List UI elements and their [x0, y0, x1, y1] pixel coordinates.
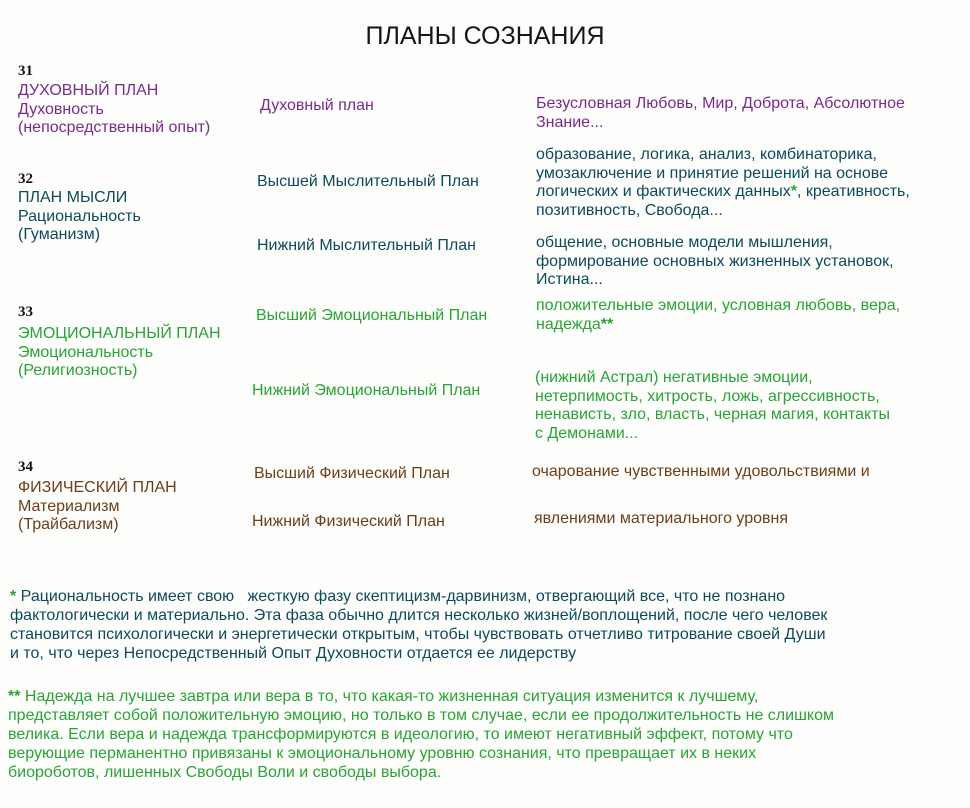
footnote-line: верующие перманентно привязаны к эмоциональному уровню сознания, что превращает их в неких [8, 745, 757, 762]
subplane-lower-physical: Нижний Физический План [252, 513, 445, 530]
desc-line: Знание... [536, 113, 604, 131]
subplane-higher-emotional: Высший Эмоциональный План [256, 307, 488, 324]
subplane-lower-mental: Нижний Мыслительный План [257, 237, 476, 254]
page-title: ПЛАНЫ СОЗНАНИЯ [365, 22, 605, 50]
subplane-lower-emotional: Нижний Эмоциональный План [252, 382, 481, 399]
section-block-physical [18, 479, 177, 535]
desc-line: позитивность, Свобода... [536, 201, 723, 219]
desc-line: (нижний Астрал) негативные эмоции, [535, 369, 813, 386]
section-block-mind [18, 189, 141, 245]
section-name: ЭМОЦИОНАЛЬНЫЙ ПЛАН [18, 325, 221, 342]
footnote-line: и то, что через Непосредственный Опыт Духовности отдается ее лидерству [10, 645, 577, 662]
footnote-marker: * [790, 183, 797, 200]
section-block-spiritual [18, 82, 210, 138]
footnote-rationality [10, 587, 827, 663]
section-note: (Гуманизм) [18, 226, 101, 243]
section-number-31: 31 [18, 63, 33, 79]
desc-line: образование, логика, анализ, комбинаторика, [536, 146, 877, 163]
subplane-desc-spiritual [536, 95, 905, 132]
subplane-desc-lower-emotional [535, 369, 890, 443]
section-name: ПЛАН МЫСЛИ [18, 189, 128, 206]
section-name: ФИЗИЧЕСКИЙ ПЛАН [18, 479, 177, 496]
desc-line: положительные эмоции, условная любовь, вера, [536, 297, 901, 314]
subplane-desc-higher-emotional [536, 297, 900, 334]
footnote-line: становится психологически и энергетически открытым, чтобы чувствовать отчетливо титрование своей Души [10, 626, 826, 643]
footnote-marker: * [10, 588, 17, 605]
desc-line: с Демонами... [535, 424, 639, 442]
section-note: (непосредственный опыт) [18, 119, 211, 136]
desc-line: умозаключение и принятие решений на основе [536, 164, 888, 182]
section-note: (Трайбализм) [18, 516, 119, 533]
footnote-line: фактологически и материально. Эта фаза обычно длится несколько жизней/воплощений, после чего человек [10, 607, 828, 624]
section-quality: Рациональность [18, 207, 141, 225]
subplane-desc-lower-mental [536, 234, 894, 290]
desc-line: надежда** [536, 315, 614, 333]
section-name: ДУХОВНЫЙ ПЛАН [18, 82, 159, 99]
subplane-higher-physical: Высший Физический План [254, 465, 450, 482]
section-number-33: 33 [18, 304, 33, 320]
section-number-34: 34 [18, 459, 33, 475]
section-block-emotional [18, 325, 221, 381]
footnote-hope [8, 687, 834, 782]
footnote-line: представляет собой положительную эмоцию, но только в том случае, если ее продолжительность не слишком [8, 707, 834, 724]
desc-line: Истина... [536, 271, 603, 288]
subplane-higher-mental: Высшей Мыслительный План [257, 173, 479, 190]
footnote-line: * Рациональность имеет свою жесткую фазу скептицизм-дарвинизм, отвергающий все, что не познано [10, 588, 786, 605]
footnote-line: ** Надежда на лучшее завтра или вера в то, что какая-то жизненная ситуация изменится к лучшему, [8, 688, 759, 705]
desc-line: нетерпимость, хитрость, ложь, агрессивность, [535, 387, 880, 405]
section-quality: Эмоциональность [18, 343, 154, 361]
subplane-desc-higher-physical: очарование чувственными удовольствиями и [532, 463, 870, 480]
subplane-desc-higher-mental [536, 146, 910, 220]
footnote-marker: ** [600, 315, 614, 333]
section-quality: Материализм [18, 497, 120, 515]
desc-line: ненависть, зло, власть, черная магия, контакты [535, 406, 891, 423]
subplane-spiritual: Духовный план [260, 97, 374, 114]
section-number-32: 32 [18, 171, 33, 187]
desc-line: общение, основные модели мышления, [536, 234, 833, 251]
subplane-desc-lower-physical: явлениями материального уровня [534, 510, 789, 527]
desc-line: Безусловная Любовь, Мир, Доброта, Абсолютное [536, 95, 905, 112]
section-quality: Духовность [18, 100, 104, 118]
section-note: (Религиозность) [18, 362, 138, 379]
footnote-line: велика. Если вера и надежда трансформируются в идеологию, то имеют негативный эффект, потому что [8, 726, 793, 743]
desc-line: формирование основных жизненных установок, [536, 252, 894, 270]
footnote-line: биороботов, лишенных Свободы Воли и свободы выбора. [8, 764, 442, 781]
desc-line: логических и фактических данных*, креативность, [536, 183, 910, 200]
footnote-marker: ** [8, 688, 21, 705]
